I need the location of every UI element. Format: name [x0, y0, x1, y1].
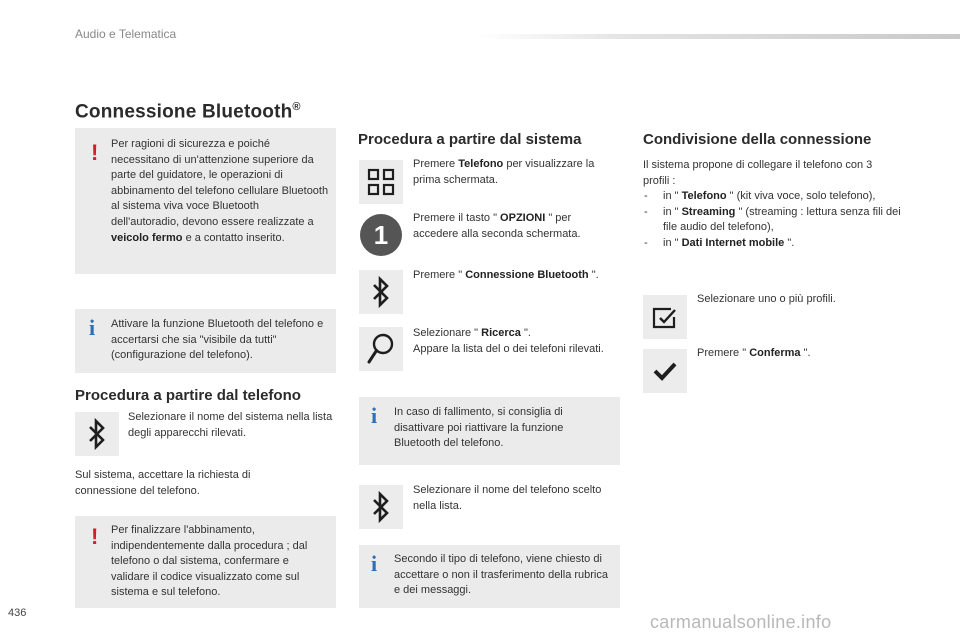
- sharing-intro: Il sistema propone di collegare il telefono con 3 profili :: [643, 159, 873, 187]
- watermark: carmanualsonline.info: [650, 612, 832, 632]
- profile-pre: in ": [663, 205, 682, 218]
- step-bold: Telefono: [458, 158, 504, 170]
- grid-icon: [367, 168, 395, 196]
- step-post: ".: [520, 327, 531, 339]
- bluetooth-icon-box: [359, 485, 403, 529]
- bluetooth-icon: [369, 491, 393, 523]
- page-number: 436: [8, 607, 27, 619]
- sharing-step-confirm: [697, 346, 897, 362]
- section-title-sharing: Condivisione della connessione: [643, 131, 872, 148]
- info-icon: i: [371, 551, 378, 576]
- profile-bold: Dati Internet mobile: [681, 236, 785, 249]
- info-text-activate: Attivare la funzione Bluetooth del telefono e accertarsi che sia "visibile da tutti" (configurazione del telefono).: [111, 318, 324, 362]
- profile-bold: Telefono: [681, 190, 727, 202]
- system-step-ricerca: [413, 326, 618, 357]
- info-text-failure: In caso di fallimento, si consiglia di disattivare poi riattivare la funzione Bluetooth del telefono.: [394, 406, 564, 450]
- step-bold: Connessione Bluetooth: [465, 269, 589, 281]
- warning-text-part2: e a contatto inserito.: [182, 231, 285, 244]
- section-title-phone: Procedura a partire dal telefono: [75, 387, 301, 404]
- info-icon: i: [371, 403, 378, 428]
- info-box-activate: [75, 309, 336, 373]
- step-post: ".: [800, 347, 811, 359]
- profile-bold: Streaming: [681, 205, 736, 218]
- info-icon: i: [89, 315, 96, 340]
- section-title-system: Procedura a partire dal sistema: [358, 131, 582, 148]
- step-bold: Ricerca: [481, 327, 521, 339]
- system-step-telefono: [413, 157, 623, 188]
- page-header-title: Audio e Telematica: [75, 27, 177, 41]
- warning-box-safety: [75, 128, 336, 274]
- warning-icon: !: [91, 524, 99, 549]
- step-post: per visualizzare la prima schermata.: [413, 158, 595, 186]
- system-step-opzioni: [413, 211, 613, 242]
- step-bold: OPZIONI: [500, 212, 546, 224]
- system-step-select-phone: Selezionare il nome del telefono scelto nella lista.: [413, 484, 602, 512]
- list-item: [643, 236, 908, 252]
- step-pre: Premere il tasto ": [413, 212, 501, 224]
- step-bold: Conferma: [749, 347, 801, 359]
- profile-post: " (kit viva voce, solo telefono),: [726, 190, 876, 202]
- ricerca-line1: [413, 326, 618, 342]
- phone-step-select: Selezionare il nome del sistema nella lista degli apparecchi rilevati.: [128, 411, 333, 439]
- warning-icon: !: [91, 140, 99, 165]
- step-pre: Selezionare ": [413, 327, 482, 339]
- ricerca-line2: Appare la lista del o dei telefoni rilevati.: [413, 342, 604, 355]
- system-step-connessione: [413, 268, 623, 284]
- bluetooth-icon-box: [75, 412, 119, 456]
- header-bar: [478, 34, 960, 39]
- step-post: ".: [588, 269, 599, 281]
- info-box-failure: [359, 397, 620, 465]
- grid-icon-box: [359, 160, 403, 204]
- search-icon: [366, 332, 396, 366]
- list-item: [643, 205, 908, 236]
- step-pre: Premere ": [697, 347, 750, 359]
- profile-post: " (streaming : lettura senza fili dei file audio del telefono),: [663, 205, 901, 234]
- list-item: [643, 189, 908, 205]
- step-pre: Premere ": [413, 269, 466, 281]
- bluetooth-icon: [85, 418, 109, 450]
- profile-post: ".: [784, 236, 795, 249]
- checkbox-icon-box: [643, 295, 687, 339]
- profile-pre: in ": [663, 236, 682, 249]
- registered-mark: ®: [292, 101, 301, 113]
- step-number-badge: 1: [360, 214, 402, 256]
- warning-text-part1: Per ragioni di sicurezza e poiché necessitano di un'attenzione superiore da parte del guidatore, le operazioni di abbinamento del telefono cellulare Bluetooth al sistema viva voce Bluetooth dell'autoradio, devono essere realizzate a: [111, 138, 329, 228]
- bluetooth-icon-box: [359, 270, 403, 314]
- sharing-step-select: Selezionare uno o più profili.: [697, 293, 836, 305]
- profile-list: [643, 189, 908, 251]
- check-icon-box: [643, 349, 687, 393]
- warning-box-pairing: [75, 516, 336, 608]
- info-box-transfer: [359, 545, 620, 608]
- warning-text-safety: [111, 137, 329, 246]
- profile-pre: in ": [663, 190, 682, 202]
- step-pre: Premere: [413, 158, 459, 170]
- step-post: " per accedere alla seconda schermata.: [413, 212, 581, 240]
- bluetooth-icon: [369, 276, 393, 308]
- page-title-text: Connessione Bluetooth: [75, 101, 293, 123]
- info-text-transfer: Secondo il tipo di telefono, viene chiesto di accettare o non il trasferimento della rubrica e dei messaggi.: [394, 553, 608, 597]
- warning-text-bold: veicolo fermo: [111, 231, 183, 244]
- checkbox-icon: [651, 304, 679, 330]
- warning-text-pairing: Per finalizzare l'abbinamento, indipendentemente dalla procedura ; dal telefono o dal sistema, confermare e validare il codice visualizzato come sul sistema e sul telefono.: [111, 524, 308, 599]
- search-icon-box: [359, 327, 403, 371]
- check-icon: [652, 360, 678, 382]
- page-title: [75, 101, 301, 123]
- phone-step-accept: Sul sistema, accettare la richiesta di connessione del telefono.: [75, 469, 251, 497]
